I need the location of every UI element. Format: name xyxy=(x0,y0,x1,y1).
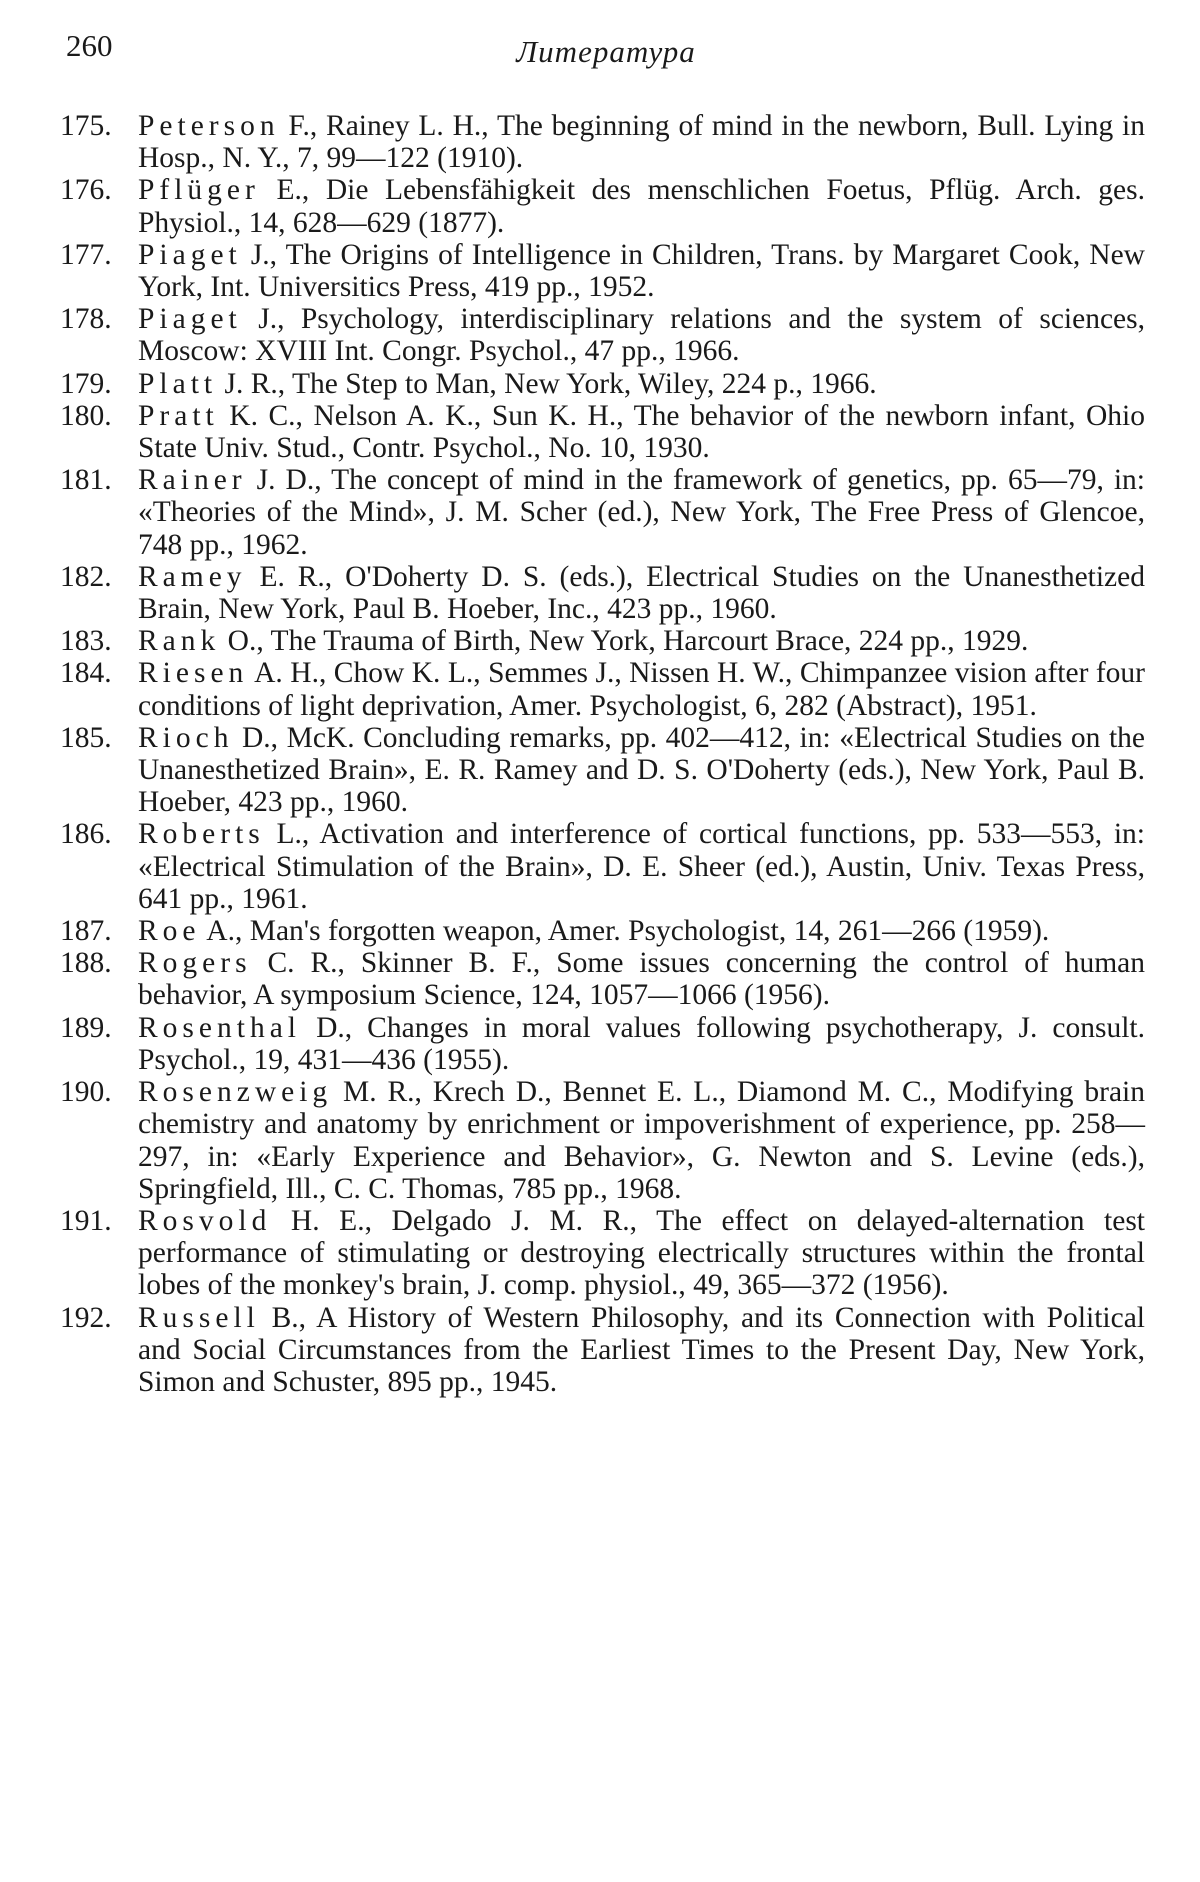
reference-text: E., Die Lebensfähigkeit des menschlichen Foetus, Pflüg. Arch. ges. Physiol., 14, 628—629 (1877). xyxy=(138,174,1145,239)
reference-text: J., The Origins of Intelligence in Children, Trans. by Margaret Cook, New York, Int. Universitics Press, 419 pp., 1952. xyxy=(138,238,1145,304)
page-number: 260 xyxy=(66,28,113,63)
reference-entry xyxy=(60,625,1145,657)
reference-author: Piaget xyxy=(138,238,242,271)
reference-number: 192. xyxy=(60,1301,112,1334)
reference-entry xyxy=(60,561,1145,625)
reference-number: 176. xyxy=(60,174,112,207)
reference-author: Rosvold xyxy=(138,1204,272,1237)
reference-entry xyxy=(60,722,1145,819)
reference-number: 185. xyxy=(60,721,112,754)
reference-text: A. H., Chow K. L., Semmes J., Nissen H. W., Chimpanzee vision after four conditions of light deprivation, Amer. Psychologist, 6, 282 (Abstract), 1951. xyxy=(138,657,1145,722)
reference-author: Rioch xyxy=(138,721,234,754)
reference-text: D., Changes in moral values following psychotherapy, J. consult. Psychol., 19, 431—436 (1955). xyxy=(138,1011,1145,1076)
reference-text: J. D., The concept of mind in the framework of genetics, pp. 65—79, in: «Theories of the Mind», J. M. Scher (ed.), New York, The Free Press of Glencoe, 748 pp., 1962. xyxy=(138,464,1145,561)
reference-text: J. R., The Step to Man, New York, Wiley, 224 p., 1966. xyxy=(217,367,877,400)
reference-text: E. R., O'Doherty D. S. (eds.), Electrical Studies on the Unanesthetized Brain, New York, Paul B. Hoeber, Inc., 423 pp., 1960. xyxy=(138,560,1145,626)
reference-number: 186. xyxy=(60,818,112,851)
reference-entry xyxy=(60,947,1145,1011)
reference-author: Pratt xyxy=(138,399,219,432)
reference-entry xyxy=(60,303,1145,367)
reference-entry xyxy=(60,110,1145,174)
reference-number: 188. xyxy=(60,947,112,980)
page-header xyxy=(66,28,1146,78)
reference-author: Pflüger xyxy=(138,174,260,207)
reference-author: Rogers xyxy=(138,947,252,980)
reference-entry xyxy=(60,400,1145,464)
reference-text: D., McK. Concluding remarks, pp. 402—412, in: «Electrical Studies on the Unanesthetized Brain», E. R. Ramey and D. S. O'Doherty (eds.), New York, Paul B. Hoeber, 423 pp., 1960. xyxy=(138,721,1145,819)
reference-entry xyxy=(60,657,1145,721)
reference-list xyxy=(60,110,1145,1398)
reference-number: 190. xyxy=(60,1076,112,1109)
reference-author: Rosenzweig xyxy=(138,1076,333,1109)
running-title: Литература xyxy=(516,34,696,69)
reference-author: Roberts xyxy=(138,818,265,851)
reference-entry xyxy=(60,174,1145,238)
reference-entry xyxy=(60,1205,1145,1302)
reference-text: J., Psychology, interdisciplinary relations and the system of sciences, Moscow: XVIII Int. Congr. Psychol., 47 pp., 1966. xyxy=(138,303,1145,368)
reference-author: Platt xyxy=(138,367,218,400)
reference-number: 187. xyxy=(60,915,112,948)
reference-number: 179. xyxy=(60,367,112,400)
reference-entry xyxy=(60,239,1145,303)
reference-text: L., Activation and interference of cortical functions, pp. 533—553, in: «Electrical Stimulation of the Brain», D. E. Sheer (ed.), Austin, Univ. Texas Press, 641 pp., 1961. xyxy=(138,818,1145,915)
reference-entry xyxy=(60,464,1145,561)
reference-text: M. R., Krech D., Bennet E. L., Diamond M. C., Modifying brain chemistry and anatomy by enrichment or impoverishment of experience, pp. 258—297, in: «Early Experience and Behavior», G. Newton and S. Levine (eds.), Springfield, Ill., C. C. Thomas, 785 pp., 1968. xyxy=(138,1076,1145,1205)
reference-number: 178. xyxy=(60,303,112,336)
reference-number: 189. xyxy=(60,1011,112,1044)
reference-author: Ramey xyxy=(138,560,247,593)
reference-text: C. R., Skinner B. F., Some issues concerning the control of human behavior, A symposium Science, 124, 1057—1066 (1956). xyxy=(138,947,1145,1012)
reference-number: 175. xyxy=(60,110,112,142)
reference-author: Rainer xyxy=(138,464,247,497)
reference-entry xyxy=(60,368,1145,400)
reference-text: H. E., Delgado J. M. R., The effect on delayed-alternation test performance of stimulating or destroying electrically structures within the frontal lobes of the monkey's brain, J. comp. physiol., 49, 365—372 (1956). xyxy=(138,1204,1145,1302)
reference-entry xyxy=(60,915,1145,947)
reference-number: 182. xyxy=(60,560,112,593)
reference-entry xyxy=(60,818,1145,915)
reference-entry xyxy=(60,1302,1145,1399)
reference-entry xyxy=(60,1012,1145,1076)
reference-number: 177. xyxy=(60,238,112,271)
reference-number: 184. xyxy=(60,657,112,690)
reference-author: Piaget xyxy=(138,303,242,336)
reference-author: Roe xyxy=(138,915,201,948)
reference-text: K. C., Nelson A. K., Sun K. H., The behavior of the newborn infant, Ohio State Univ. Stud., Contr. Psychol., No. 10, 1930. xyxy=(138,399,1145,465)
reference-number: 183. xyxy=(60,625,112,658)
reference-number: 191. xyxy=(60,1204,112,1237)
reference-text: O., The Trauma of Birth, New York, Harcourt Brace, 224 pp., 1929. xyxy=(220,625,1029,658)
reference-text: A., Man's forgotten weapon, Amer. Psychologist, 14, 261—266 (1959). xyxy=(200,915,1050,948)
reference-author: Russell xyxy=(138,1301,260,1334)
reference-number: 180. xyxy=(60,399,112,432)
reference-text: F., Rainey L. H., The beginning of mind in the newborn, Bull. Lying in Hosp., N. Y., 7, 99—122 (1910). xyxy=(138,110,1145,175)
reference-author: Riesen xyxy=(138,657,249,690)
reference-text: B., A History of Western Philosophy, and its Connection with Political and Social Circumstances from the Earliest Times to the Present Day, New York, Simon and Schuster, 895 pp., 1945. xyxy=(138,1301,1145,1398)
reference-author: Rosenthal xyxy=(138,1011,301,1044)
reference-author: Peterson xyxy=(138,110,280,142)
reference-number: 181. xyxy=(60,464,112,497)
reference-author: Rank xyxy=(138,625,221,658)
reference-entry xyxy=(60,1076,1145,1205)
